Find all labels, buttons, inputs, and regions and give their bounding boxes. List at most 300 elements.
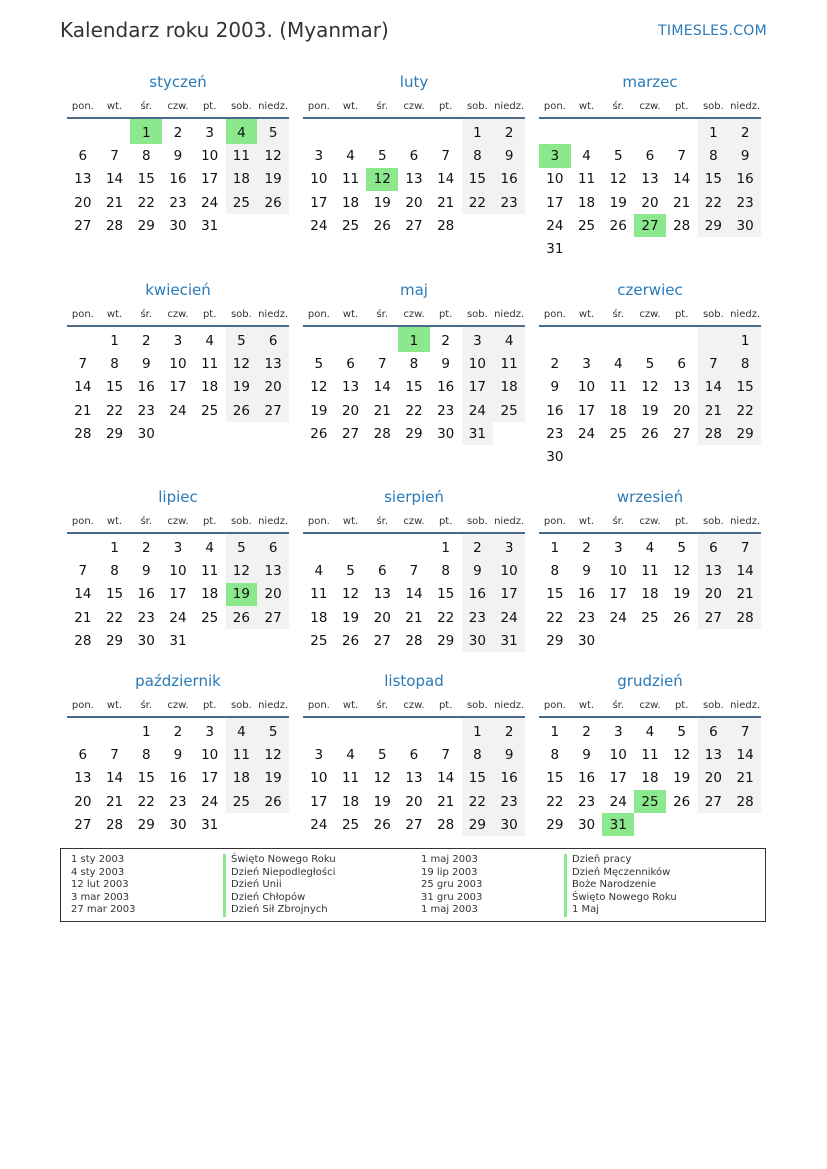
day-cell: 23 <box>137 402 155 419</box>
day-cell: 25 <box>609 425 627 442</box>
day-cell: 29 <box>698 214 730 237</box>
day-cell: 21 <box>105 793 124 810</box>
empty-cell <box>571 445 603 468</box>
empty-cell <box>539 118 571 144</box>
weekday-header: pon. <box>67 697 99 717</box>
empty-cell <box>539 326 571 352</box>
day-cell: 24 <box>310 816 328 833</box>
day-cell: 20 <box>698 767 730 790</box>
weekday-header: śr. <box>130 697 162 717</box>
day-cell: 28 <box>437 816 455 833</box>
weekday-header: niedz. <box>493 697 525 717</box>
legend-name: Święto Nowego Roku <box>223 854 336 867</box>
weekday-header: pt. <box>666 697 698 717</box>
day-cell: 16 <box>137 379 155 396</box>
day-cell: 23 <box>169 194 187 211</box>
weekday-header: sob. <box>226 98 258 118</box>
day-cell: 9 <box>462 559 494 582</box>
day-cell: 5 <box>257 717 289 743</box>
day-cell: 28 <box>729 790 761 813</box>
month-calendar <box>67 671 289 836</box>
empty-cell <box>493 422 525 445</box>
weekday-header: niedz. <box>493 98 525 118</box>
holiday-legend <box>60 848 766 922</box>
weekday-header: czw. <box>398 98 430 118</box>
weekday-header: wt. <box>335 98 367 118</box>
day-cell: 29 <box>137 816 155 833</box>
day-cell: 8 <box>550 746 560 763</box>
day-cell: 30 <box>462 629 494 652</box>
day-cell: 25 <box>341 217 360 234</box>
day-cell: 3 <box>173 332 183 349</box>
day-cell: 13 <box>641 171 659 188</box>
day-cell: 7 <box>441 147 450 164</box>
day-cell: 27 <box>673 425 691 442</box>
day-cell: 31 <box>546 241 564 258</box>
month-table <box>67 697 289 836</box>
day-cell: 22 <box>729 399 761 422</box>
legend-names-col-2 <box>564 854 677 917</box>
weekday-header: czw. <box>634 98 666 118</box>
day-cell: 30 <box>137 425 155 442</box>
weekday-header: wt. <box>571 98 603 118</box>
empty-cell <box>666 629 698 652</box>
weekday-header: sob. <box>462 98 494 118</box>
day-cell: 17 <box>201 171 219 188</box>
empty-cell <box>366 533 398 559</box>
day-cell: 2 <box>582 723 591 740</box>
day-cell: 14 <box>437 770 455 787</box>
day-cell: 17 <box>310 194 328 211</box>
weekday-header: sob. <box>698 306 730 326</box>
day-cell: 18 <box>341 194 360 211</box>
day-cell: 25 <box>577 217 596 234</box>
day-cell: 26 <box>673 609 691 626</box>
day-cell: 10 <box>577 379 596 396</box>
day-cell: 19 <box>257 767 289 790</box>
day-cell: 10 <box>493 559 525 582</box>
day-cell: 9 <box>173 746 183 763</box>
day-cell: 19 <box>226 583 258 606</box>
empty-cell <box>602 326 634 352</box>
day-cell: 7 <box>110 147 119 164</box>
day-cell: 30 <box>169 816 187 833</box>
day-cell: 22 <box>698 191 730 214</box>
weekday-header: pon. <box>539 98 571 118</box>
month-name: czerwiec <box>617 281 683 299</box>
month-name: marzec <box>622 73 678 91</box>
legend-name: Dzień Unii <box>223 879 336 892</box>
day-cell: 15 <box>546 770 564 787</box>
empty-cell <box>729 237 761 260</box>
day-cell: 25 <box>226 191 258 214</box>
day-cell: 26 <box>373 816 391 833</box>
day-cell: 21 <box>105 194 124 211</box>
day-cell: 29 <box>546 632 564 649</box>
day-cell: 4 <box>582 147 591 164</box>
weekday-header: śr. <box>602 697 634 717</box>
day-cell: 12 <box>257 743 289 766</box>
month-table <box>303 513 525 652</box>
day-cell: 27 <box>698 606 730 629</box>
weekday-header: pon. <box>67 306 99 326</box>
day-cell: 5 <box>677 539 686 556</box>
empty-cell <box>666 813 698 836</box>
empty-cell <box>571 326 603 352</box>
day-cell: 4 <box>346 746 355 763</box>
weekday-header: pt. <box>430 98 462 118</box>
day-cell: 17 <box>169 379 187 396</box>
empty-cell <box>634 629 666 652</box>
day-cell: 20 <box>74 194 92 211</box>
day-cell: 19 <box>373 793 391 810</box>
day-cell: 8 <box>110 562 119 579</box>
day-cell: 24 <box>201 194 219 211</box>
day-cell: 1 <box>110 332 119 349</box>
day-cell: 6 <box>645 147 655 164</box>
month-name: styczeń <box>149 73 207 91</box>
day-cell: 16 <box>437 379 455 396</box>
day-cell: 31 <box>462 422 494 445</box>
day-cell: 27 <box>405 217 423 234</box>
day-cell: 8 <box>550 562 560 579</box>
day-cell: 7 <box>677 147 686 164</box>
day-cell: 11 <box>201 355 219 372</box>
weekday-header: śr. <box>602 98 634 118</box>
weekday-header: czw. <box>634 306 666 326</box>
day-cell: 13 <box>698 559 730 582</box>
empty-cell <box>698 629 730 652</box>
weekday-header: niedz. <box>729 513 761 533</box>
day-cell: 29 <box>546 816 564 833</box>
empty-cell <box>430 118 462 144</box>
day-cell: 30 <box>493 813 525 836</box>
empty-cell <box>634 445 666 468</box>
day-cell: 23 <box>493 191 525 214</box>
weekday-header: sob. <box>698 98 730 118</box>
empty-cell <box>194 422 226 445</box>
month-table <box>67 98 289 237</box>
weekday-header: pon. <box>539 513 571 533</box>
empty-cell <box>366 118 398 144</box>
day-cell: 25 <box>201 402 219 419</box>
day-cell: 8 <box>698 144 730 167</box>
empty-cell <box>634 326 666 352</box>
day-cell: 19 <box>226 376 258 399</box>
day-cell: 6 <box>257 326 289 352</box>
day-cell: 27 <box>257 399 289 422</box>
weekday-header: niedz. <box>257 98 289 118</box>
day-cell: 24 <box>609 609 627 626</box>
day-cell: 28 <box>105 217 124 234</box>
day-cell: 11 <box>641 746 659 763</box>
day-cell: 6 <box>377 562 387 579</box>
month-calendar <box>303 671 525 836</box>
legend-name: 1 Maj <box>564 904 677 917</box>
day-cell: 18 <box>577 194 596 211</box>
legend-date: 1 sty 2003 <box>71 854 125 865</box>
day-cell: 6 <box>698 717 730 743</box>
day-cell: 22 <box>546 609 564 626</box>
day-cell: 20 <box>673 402 691 419</box>
day-cell: 15 <box>546 586 564 603</box>
day-cell: 26 <box>341 632 360 649</box>
day-cell: 16 <box>462 583 494 606</box>
day-cell: 15 <box>729 376 761 399</box>
day-cell: 20 <box>74 793 92 810</box>
day-cell: 27 <box>257 606 289 629</box>
day-cell: 20 <box>341 402 360 419</box>
day-cell: 30 <box>577 632 596 649</box>
day-cell: 18 <box>609 402 627 419</box>
weekday-header: śr. <box>366 306 398 326</box>
day-cell: 12 <box>641 379 659 396</box>
day-cell: 5 <box>377 746 387 763</box>
empty-cell <box>634 237 666 260</box>
day-cell: 5 <box>645 355 655 372</box>
day-cell: 21 <box>74 402 92 419</box>
day-cell: 8 <box>409 355 419 372</box>
day-cell: 10 <box>201 147 219 164</box>
month-calendar <box>303 487 525 652</box>
day-cell: 29 <box>105 425 124 442</box>
day-cell: 7 <box>78 562 88 579</box>
empty-cell <box>634 813 666 836</box>
day-cell: 17 <box>310 793 328 810</box>
day-cell: 1 <box>130 118 162 144</box>
weekday-header: śr. <box>366 98 398 118</box>
empty-cell <box>257 629 289 652</box>
day-cell: 18 <box>226 767 258 790</box>
day-cell: 31 <box>493 629 525 652</box>
day-cell: 22 <box>462 790 494 813</box>
day-cell: 23 <box>546 425 564 442</box>
day-cell: 8 <box>110 355 119 372</box>
day-cell: 9 <box>582 562 591 579</box>
month-calendar <box>67 280 289 445</box>
day-cell: 1 <box>698 118 730 144</box>
day-cell: 16 <box>546 402 564 419</box>
weekday-header: pt. <box>430 306 462 326</box>
day-cell: 5 <box>613 147 623 164</box>
month-table <box>303 697 525 836</box>
empty-cell <box>698 813 730 836</box>
empty-cell <box>162 422 194 445</box>
weekday-header: pt. <box>194 513 226 533</box>
day-cell: 17 <box>577 402 596 419</box>
day-cell: 18 <box>341 793 360 810</box>
day-cell: 25 <box>310 632 328 649</box>
day-cell: 1 <box>398 326 430 352</box>
day-cell: 18 <box>493 376 525 399</box>
day-cell: 18 <box>226 168 258 191</box>
empty-cell <box>257 214 289 237</box>
weekday-header: sob. <box>226 697 258 717</box>
day-cell: 18 <box>641 770 659 787</box>
day-cell: 5 <box>314 355 324 372</box>
day-cell: 14 <box>405 586 423 603</box>
day-cell: 8 <box>462 743 494 766</box>
day-cell: 16 <box>729 168 761 191</box>
empty-cell <box>303 717 335 743</box>
month-calendar <box>539 72 761 261</box>
day-cell: 15 <box>405 379 423 396</box>
day-cell: 19 <box>673 770 691 787</box>
site-link[interactable]: TIMESLES.COM <box>658 23 767 39</box>
day-cell: 15 <box>105 586 124 603</box>
day-cell: 25 <box>634 790 666 813</box>
day-cell: 20 <box>641 194 659 211</box>
day-cell: 26 <box>310 425 328 442</box>
weekday-header: pt. <box>194 98 226 118</box>
empty-cell <box>571 118 603 144</box>
weekday-header: niedz. <box>729 306 761 326</box>
day-cell: 26 <box>257 790 289 813</box>
empty-cell <box>666 445 698 468</box>
empty-cell <box>729 629 761 652</box>
weekday-header: czw. <box>398 513 430 533</box>
day-cell: 4 <box>205 539 214 556</box>
day-cell: 2 <box>493 717 525 743</box>
day-cell: 26 <box>673 793 691 810</box>
legend-date: 25 gru 2003 <box>421 879 483 891</box>
weekday-header: czw. <box>634 513 666 533</box>
weekday-header: sob. <box>462 697 494 717</box>
day-cell: 8 <box>729 352 761 375</box>
weekday-header: pon. <box>539 697 571 717</box>
day-cell: 17 <box>493 583 525 606</box>
empty-cell <box>602 445 634 468</box>
weekday-header: pt. <box>194 306 226 326</box>
month-name: kwiecień <box>145 281 211 299</box>
day-cell: 11 <box>226 144 258 167</box>
legend-date: 12 lut 2003 <box>71 879 129 891</box>
empty-cell <box>666 237 698 260</box>
day-cell: 21 <box>405 609 423 626</box>
day-cell: 14 <box>729 743 761 766</box>
empty-cell <box>335 118 367 144</box>
weekday-header: pon. <box>303 306 335 326</box>
day-cell: 7 <box>698 352 730 375</box>
day-cell: 12 <box>366 168 398 191</box>
day-cell: 10 <box>201 746 219 763</box>
day-cell: 18 <box>310 609 328 626</box>
weekday-header: wt. <box>99 513 131 533</box>
day-cell: 21 <box>437 194 455 211</box>
weekday-header: śr. <box>130 513 162 533</box>
month-table <box>539 306 761 469</box>
day-cell: 22 <box>105 609 124 626</box>
day-cell: 6 <box>257 533 289 559</box>
day-cell: 2 <box>141 332 151 349</box>
day-cell: 10 <box>609 562 627 579</box>
day-cell: 6 <box>78 147 88 164</box>
day-cell: 11 <box>577 171 596 188</box>
day-cell: 11 <box>226 743 258 766</box>
month-table <box>539 697 761 836</box>
day-cell: 16 <box>577 586 596 603</box>
day-cell: 19 <box>310 402 328 419</box>
month-table <box>303 98 525 237</box>
weekday-header: wt. <box>99 697 131 717</box>
day-cell: 25 <box>226 790 258 813</box>
day-cell: 27 <box>405 816 423 833</box>
day-cell: 23 <box>169 793 187 810</box>
day-cell: 19 <box>373 194 391 211</box>
empty-cell <box>602 629 634 652</box>
day-cell: 6 <box>409 147 419 164</box>
day-cell: 4 <box>613 355 623 372</box>
month-calendar <box>539 280 761 469</box>
day-cell: 15 <box>137 171 155 188</box>
weekday-header: pt. <box>194 697 226 717</box>
day-cell: 16 <box>493 767 525 790</box>
month-calendar <box>67 72 289 237</box>
day-cell: 12 <box>609 171 627 188</box>
day-cell: 6 <box>677 355 686 372</box>
day-cell: 13 <box>74 770 92 787</box>
weekday-header: pon. <box>539 306 571 326</box>
day-cell: 20 <box>373 609 391 626</box>
weekday-header: pon. <box>303 98 335 118</box>
day-cell: 8 <box>462 144 494 167</box>
month-name: grudzień <box>617 672 683 690</box>
day-cell: 25 <box>493 399 525 422</box>
day-cell: 29 <box>437 632 455 649</box>
weekday-header: wt. <box>99 98 131 118</box>
day-cell: 4 <box>314 562 324 579</box>
day-cell: 17 <box>462 376 494 399</box>
legend-name: Święto Nowego Roku <box>564 892 677 905</box>
weekday-header: czw. <box>398 697 430 717</box>
day-cell: 11 <box>609 379 627 396</box>
weekday-header: niedz. <box>493 513 525 533</box>
day-cell: 1 <box>550 539 560 556</box>
month-name: październik <box>135 672 221 690</box>
day-cell: 28 <box>437 217 455 234</box>
empty-cell <box>698 445 730 468</box>
day-cell: 1 <box>462 118 494 144</box>
weekday-header: czw. <box>162 98 194 118</box>
day-cell: 12 <box>257 144 289 167</box>
day-cell: 23 <box>462 606 494 629</box>
weekday-header: czw. <box>162 697 194 717</box>
day-cell: 28 <box>729 606 761 629</box>
day-cell: 12 <box>673 562 691 579</box>
day-cell: 15 <box>462 168 494 191</box>
day-cell: 26 <box>609 217 627 234</box>
day-cell: 2 <box>462 533 494 559</box>
empty-cell <box>67 326 99 352</box>
empty-cell <box>602 237 634 260</box>
empty-cell <box>493 214 525 237</box>
day-cell: 1 <box>550 723 560 740</box>
month-calendar <box>67 487 289 652</box>
day-cell: 7 <box>409 562 419 579</box>
day-cell: 17 <box>546 194 564 211</box>
day-cell: 20 <box>698 583 730 606</box>
day-cell: 12 <box>373 770 391 787</box>
day-cell: 2 <box>441 332 450 349</box>
legend-date: 4 sty 2003 <box>71 866 125 878</box>
day-cell: 11 <box>341 171 360 188</box>
month-name: wrzesień <box>616 488 684 506</box>
weekday-header: niedz. <box>257 697 289 717</box>
day-cell: 29 <box>729 422 761 445</box>
day-cell: 16 <box>137 586 155 603</box>
empty-cell <box>303 533 335 559</box>
day-cell: 30 <box>137 632 155 649</box>
